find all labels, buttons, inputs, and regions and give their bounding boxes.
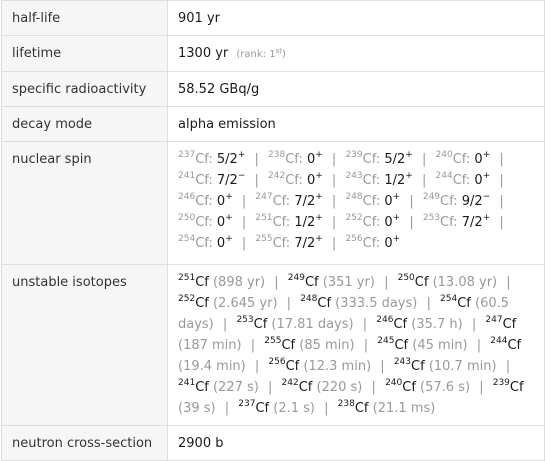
element-symbol: Cf: <box>362 194 381 209</box>
parity: + <box>405 171 413 181</box>
mass-number: 237 <box>178 150 196 160</box>
spin-value: 0 <box>306 152 316 167</box>
mass-number: 246 <box>376 315 394 325</box>
separator: | <box>499 194 504 209</box>
isotope-half-life: (85 min) <box>299 338 355 353</box>
element-symbol: Cf: <box>195 236 213 251</box>
row-unstable-isotopes <box>2 265 545 426</box>
isotope-half-life: (333.5 days) <box>335 296 418 311</box>
isotope-half-life: (39 s) <box>178 401 216 416</box>
separator: | <box>222 317 228 332</box>
spin-value: 0 <box>216 194 226 209</box>
isotope-item <box>394 359 497 374</box>
spin-value: 0 <box>474 152 483 167</box>
mass-number: 254 <box>440 294 458 304</box>
spin-value: 5/2 <box>216 152 238 167</box>
element-symbol: Cf <box>502 317 517 332</box>
spin-item <box>178 236 233 251</box>
mass-number: 248 <box>345 192 363 202</box>
element-symbol: Cf <box>285 359 300 374</box>
parity: + <box>225 213 233 223</box>
mass-number: 243 <box>393 357 412 367</box>
isotope-half-life: (35.7 h) <box>411 317 463 332</box>
mass-number: 242 <box>268 171 286 181</box>
spin-item <box>345 215 400 230</box>
isotope-item <box>178 275 265 290</box>
isotope-half-life: (60.5 days) <box>178 296 510 332</box>
spin-value: 7/2 <box>294 236 316 251</box>
parity: + <box>315 192 323 202</box>
mass-number: 254 <box>178 234 196 244</box>
separator: | <box>331 194 337 209</box>
mass-number: 252 <box>345 213 363 223</box>
element-symbol: Cf: <box>285 152 303 167</box>
isotope-item <box>300 296 417 311</box>
mass-number: 238 <box>268 150 286 160</box>
isotope-half-life: (17.81 days) <box>271 317 354 332</box>
isotope-item <box>236 317 353 332</box>
value-decay-mode: alpha emission <box>168 107 545 142</box>
isotope-half-life: (898 yr) <box>212 275 266 290</box>
properties-table <box>1 0 545 461</box>
isotope-half-life: (2.1 s) <box>273 401 315 416</box>
rank-sup: st <box>275 47 282 55</box>
isotope-half-life: (227 s) <box>212 380 259 395</box>
isotope-half-life: (45 min) <box>412 338 468 353</box>
element-symbol: Cf: <box>362 152 381 167</box>
row-nuclear-spin <box>2 142 545 265</box>
label-neutron-cross-section: neutron cross-section <box>2 426 168 461</box>
mass-number: 255 <box>255 234 273 244</box>
element-symbol: Cf <box>509 380 524 395</box>
separator: | <box>331 152 337 167</box>
element-symbol: Cf <box>195 296 209 311</box>
lifetime-value: 1300 yr <box>178 46 229 61</box>
label-specific-radioactivity: specific radioactivity <box>2 72 168 107</box>
separator: | <box>505 359 511 374</box>
mass-number: 244 <box>490 336 508 346</box>
mass-number: 251 <box>255 213 273 223</box>
element-symbol: Cf: <box>272 215 291 230</box>
isotope-item <box>385 380 470 395</box>
spin-item <box>423 194 490 209</box>
spin-value: 7/2 <box>294 194 316 209</box>
mass-number: 252 <box>178 294 196 304</box>
isotope-item <box>268 359 371 374</box>
parity: + <box>405 150 413 160</box>
label-unstable-isotopes: unstable isotopes <box>2 265 168 426</box>
spin-value: 0 <box>306 173 316 188</box>
separator: | <box>421 173 427 188</box>
separator: | <box>274 275 279 290</box>
spin-item <box>255 236 322 251</box>
parity: + <box>315 171 323 181</box>
element-symbol: Cf <box>414 275 429 290</box>
parity: + <box>392 192 401 202</box>
separator: | <box>362 317 368 332</box>
mass-number: 240 <box>435 150 453 160</box>
spin-item <box>255 194 322 209</box>
element-symbol: Cf <box>255 401 270 416</box>
label-nuclear-spin: nuclear spin <box>2 142 168 265</box>
mass-number: 253 <box>422 213 441 223</box>
value-neutron-cross-section: 2900 b <box>168 426 545 461</box>
separator: | <box>499 173 504 188</box>
lifetime-rank <box>236 49 286 60</box>
spin-value: 0 <box>474 173 483 188</box>
separator: | <box>384 275 389 290</box>
spin-item <box>268 152 323 167</box>
element-symbol: Cf <box>298 380 313 395</box>
element-symbol: Cf: <box>272 236 291 251</box>
mass-number: 238 <box>337 399 355 409</box>
spin-item <box>436 173 491 188</box>
mass-number: 248 <box>300 294 318 304</box>
isotope-half-life: (57.6 s) <box>420 380 471 395</box>
isotope-item <box>264 338 354 353</box>
element-symbol: Cf <box>402 380 416 395</box>
parity: + <box>315 150 323 160</box>
value-nuclear-spin <box>168 142 545 265</box>
element-symbol: Cf: <box>362 215 381 230</box>
parity: + <box>482 213 491 223</box>
isotope-half-life: (12.3 min) <box>303 359 372 374</box>
row-decay-mode <box>2 107 545 142</box>
spin-item <box>255 215 322 230</box>
label-decay-mode: decay mode <box>2 107 168 142</box>
separator: | <box>268 380 273 395</box>
element-symbol: Cf <box>354 401 369 416</box>
spin-item <box>178 152 245 167</box>
element-symbol: Cf: <box>452 152 471 167</box>
isotope-item <box>376 317 462 332</box>
spin-value: 0 <box>216 236 226 251</box>
element-symbol: Cf: <box>452 173 471 188</box>
separator: | <box>250 338 256 353</box>
isotope-item <box>238 401 315 416</box>
parity: + <box>392 213 401 223</box>
mass-number: 251 <box>178 273 196 283</box>
parity: + <box>315 234 323 244</box>
separator: | <box>241 236 247 251</box>
element-symbol: Cf <box>317 296 332 311</box>
spin-value: 0 <box>384 215 393 230</box>
isotope-half-life: (2.645 yr) <box>212 296 278 311</box>
element-symbol: Cf <box>195 380 209 395</box>
spin-item <box>423 215 490 230</box>
spin-value: 1/2 <box>384 173 406 188</box>
spin-value: 9/2 <box>461 194 483 209</box>
mass-number: 256 <box>268 357 286 367</box>
mass-number: 249 <box>422 192 441 202</box>
spin-item <box>345 152 412 167</box>
value-unstable-isotopes <box>168 265 545 426</box>
spin-item <box>345 194 400 209</box>
parity: + <box>482 171 491 181</box>
mass-number: 247 <box>255 192 273 202</box>
spin-value: 7/2 <box>216 173 238 188</box>
separator: | <box>224 401 230 416</box>
label-lifetime: lifetime <box>2 36 168 72</box>
isotope-item <box>288 275 375 290</box>
rank-suffix: ) <box>282 49 286 60</box>
separator: | <box>471 317 477 332</box>
row-half-life <box>2 1 545 36</box>
element-symbol: Cf: <box>272 194 291 209</box>
spin-item <box>345 173 412 188</box>
separator: | <box>241 215 247 230</box>
separator: | <box>371 380 376 395</box>
element-symbol: Cf <box>195 275 209 290</box>
isotope-half-life: (220 s) <box>316 380 363 395</box>
spin-item <box>178 173 245 188</box>
mass-number: 255 <box>264 336 282 346</box>
separator: | <box>331 173 337 188</box>
row-lifetime <box>2 36 545 72</box>
row-specific-radioactivity <box>2 72 545 107</box>
isotope-item <box>377 338 467 353</box>
element-symbol: Cf: <box>195 152 213 167</box>
isotope-half-life: (21.1 ms) <box>372 401 436 416</box>
spin-item <box>178 194 233 209</box>
spin-item <box>268 173 323 188</box>
separator: | <box>499 215 504 230</box>
separator: | <box>421 152 427 167</box>
element-symbol: Cf: <box>195 215 213 230</box>
separator: | <box>409 194 414 209</box>
spin-value: 5/2 <box>384 152 406 167</box>
mass-number: 253 <box>236 315 254 325</box>
element-symbol: Cf: <box>440 194 458 209</box>
parity: + <box>482 150 491 160</box>
label-half-life: half-life <box>2 1 168 36</box>
parity: + <box>225 234 233 244</box>
parity: + <box>392 234 401 244</box>
isotope-half-life: (10.7 min) <box>428 359 497 374</box>
separator: | <box>286 296 292 311</box>
mass-number: 250 <box>178 213 196 223</box>
mass-number: 242 <box>281 378 299 388</box>
separator: | <box>363 338 369 353</box>
separator: | <box>499 152 504 167</box>
value-lifetime <box>168 36 545 72</box>
parity: + <box>315 213 323 223</box>
rank-prefix: (rank: 1 <box>236 49 276 60</box>
separator: | <box>506 275 511 290</box>
element-symbol: Cf <box>394 338 409 353</box>
row-neutron-cross-section <box>2 426 545 461</box>
mass-number: 246 <box>178 192 196 202</box>
parity: − <box>482 192 491 202</box>
separator: | <box>331 236 337 251</box>
mass-number: 241 <box>178 171 196 181</box>
spin-value: 0 <box>384 236 393 251</box>
separator: | <box>380 359 385 374</box>
isotope-item <box>282 380 363 395</box>
mass-number: 240 <box>385 378 403 388</box>
separator: | <box>241 194 247 209</box>
element-symbol: Cf <box>393 317 408 332</box>
mass-number: 243 <box>345 171 363 181</box>
isotope-half-life: (351 yr) <box>322 275 375 290</box>
element-symbol: Cf <box>304 275 319 290</box>
element-symbol: Cf <box>411 359 425 374</box>
mass-number: 237 <box>238 399 256 409</box>
separator: | <box>254 359 260 374</box>
element-symbol: Cf <box>457 296 471 311</box>
separator: | <box>409 215 414 230</box>
spin-value: 7/2 <box>461 215 483 230</box>
spin-item <box>436 152 491 167</box>
element-symbol: Cf: <box>362 236 381 251</box>
mass-number: 245 <box>377 336 395 346</box>
isotope-half-life: (19.4 min) <box>178 359 246 374</box>
spin-value: 0 <box>216 215 226 230</box>
spin-value: 1/2 <box>294 215 316 230</box>
isotope-item <box>338 401 436 416</box>
separator: | <box>479 380 484 395</box>
parity: + <box>237 150 246 160</box>
value-specific-radioactivity: 58.52 GBq/g <box>168 72 545 107</box>
mass-number: 249 <box>287 273 305 283</box>
isotope-half-life: (13.08 yr) <box>432 275 498 290</box>
mass-number: 247 <box>485 315 503 325</box>
value-half-life: 901 yr <box>168 1 545 36</box>
element-symbol: Cf <box>253 317 268 332</box>
mass-number: 244 <box>435 171 453 181</box>
element-symbol: Cf: <box>362 173 381 188</box>
element-symbol: Cf: <box>195 194 213 209</box>
isotope-item <box>178 380 259 395</box>
mass-number: 239 <box>492 378 510 388</box>
spin-item <box>178 215 233 230</box>
element-symbol: Cf: <box>195 173 213 188</box>
separator: | <box>331 215 337 230</box>
isotope-half-life: (187 min) <box>178 338 242 353</box>
element-symbol: Cf: <box>285 173 303 188</box>
parity: + <box>225 192 233 202</box>
mass-number: 256 <box>345 234 363 244</box>
isotope-item <box>398 275 498 290</box>
separator: | <box>476 338 482 353</box>
element-symbol: Cf <box>281 338 296 353</box>
element-symbol: Cf: <box>440 215 458 230</box>
mass-number: 241 <box>178 378 196 388</box>
spin-value: 0 <box>384 194 393 209</box>
mass-number: 250 <box>397 273 415 283</box>
separator: | <box>426 296 431 311</box>
spin-item <box>345 236 400 251</box>
mass-number: 239 <box>345 150 363 160</box>
parity: − <box>237 171 246 181</box>
element-symbol: Cf <box>507 338 522 353</box>
separator: | <box>254 173 259 188</box>
separator: | <box>324 401 329 416</box>
isotope-item <box>178 296 278 311</box>
separator: | <box>254 152 259 167</box>
